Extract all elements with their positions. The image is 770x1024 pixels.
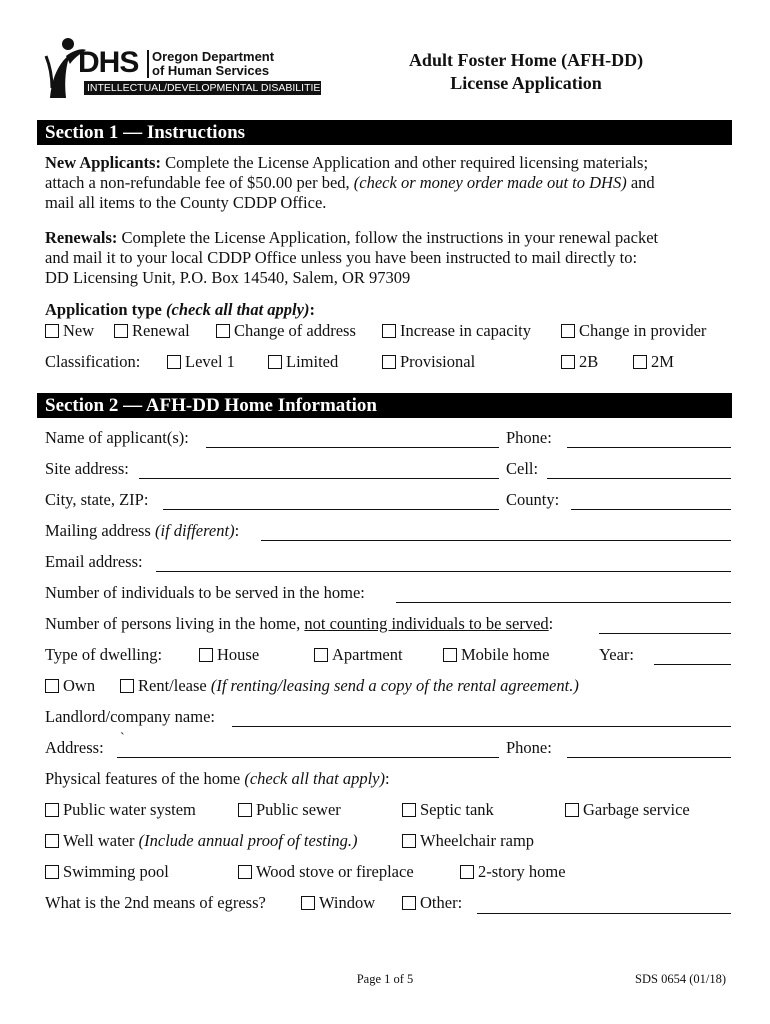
class-2b[interactable]: 2B bbox=[561, 352, 598, 372]
checkbox[interactable] bbox=[216, 324, 230, 338]
checkbox[interactable] bbox=[45, 324, 59, 338]
dwelling-mobile-home[interactable]: Mobile home bbox=[443, 645, 549, 665]
num-persons-field[interactable] bbox=[599, 633, 731, 634]
checkbox[interactable] bbox=[402, 834, 416, 848]
checkbox[interactable] bbox=[565, 803, 579, 817]
checkbox[interactable] bbox=[402, 803, 416, 817]
name-field[interactable] bbox=[206, 447, 499, 448]
feature-2story-home[interactable]: 2-story home bbox=[460, 862, 566, 882]
own-option[interactable]: Own bbox=[45, 676, 95, 696]
landlord-address-label: Address: bbox=[45, 738, 104, 757]
form-number: SDS 0654 (01/18) bbox=[635, 972, 726, 986]
checkbox[interactable] bbox=[382, 324, 396, 338]
checkbox[interactable] bbox=[45, 803, 59, 817]
app-type-increase-capacity[interactable]: Increase in capacity bbox=[382, 321, 531, 341]
site-address-field[interactable] bbox=[139, 478, 499, 479]
feature-garbage-service[interactable]: Garbage service bbox=[565, 800, 690, 820]
checkbox[interactable] bbox=[268, 355, 282, 369]
renewals-instructions: Renewals: Complete the License Application, follow the instructions in your renewal packet and mail it to your local CDDP Office unless you have been instructed to mail directly to: DD Licensing Unit, P.O. Box 14540, Salem, OR 97309 bbox=[45, 228, 659, 287]
section2-heading: Section 2 — AFH-DD Home Information bbox=[37, 393, 732, 418]
form-title-line1: Adult Foster Home (AFH-DD) bbox=[408, 50, 644, 70]
checkbox[interactable] bbox=[45, 679, 59, 693]
app-type-new[interactable]: New bbox=[45, 321, 94, 341]
mailing-address-label: Mailing address (if different): bbox=[45, 521, 240, 540]
cell-label: Cell: bbox=[506, 459, 539, 478]
application-type-label: Application type (check all that apply): bbox=[45, 300, 315, 319]
egress-label: What is the 2nd means of egress? bbox=[45, 893, 266, 912]
checkbox[interactable] bbox=[561, 324, 575, 338]
phone-field[interactable] bbox=[567, 447, 731, 448]
app-type-renewal[interactable]: Renewal bbox=[114, 321, 190, 341]
checkbox[interactable] bbox=[561, 355, 575, 369]
checkbox[interactable] bbox=[443, 648, 457, 662]
cell-field[interactable] bbox=[547, 478, 731, 479]
phone-label: Phone: bbox=[506, 428, 552, 447]
year-label: Year: bbox=[599, 645, 634, 664]
checkbox[interactable] bbox=[238, 865, 252, 879]
feature-swimming-pool[interactable]: Swimming pool bbox=[45, 862, 169, 882]
logo-org-line1: Oregon Department bbox=[152, 49, 275, 64]
checkbox[interactable] bbox=[114, 324, 128, 338]
app-type-change-provider[interactable]: Change in provider bbox=[561, 321, 706, 341]
checkbox[interactable] bbox=[633, 355, 647, 369]
num-served-label: Number of individuals to be served in the home: bbox=[45, 583, 365, 602]
logo-division: INTELLECTUAL/DEVELOPMENTAL DISABILITIES bbox=[84, 81, 321, 95]
county-label: County: bbox=[506, 490, 560, 509]
landlord-phone-field[interactable] bbox=[567, 757, 731, 758]
email-field[interactable] bbox=[156, 571, 731, 572]
landlord-phone-label: Phone: bbox=[506, 738, 552, 757]
new-applicants-instructions: New Applicants: Complete the License Application and other required licensing materials; attach a non-refundable fee of $50.00 per bed, (check or money order made out to DHS) and mail all items to the County CDDP Office. bbox=[45, 153, 655, 212]
egress-window[interactable]: Window bbox=[301, 893, 375, 913]
landlord-field[interactable] bbox=[232, 726, 731, 727]
logo-org-line2: of Human Services bbox=[152, 63, 270, 78]
feature-wheelchair-ramp[interactable]: Wheelchair ramp bbox=[402, 831, 534, 851]
year-field[interactable] bbox=[654, 664, 731, 665]
city-label: City, state, ZIP: bbox=[45, 490, 149, 509]
class-2m[interactable]: 2M bbox=[633, 352, 674, 372]
feature-septic-tank[interactable]: Septic tank bbox=[402, 800, 494, 820]
app-type-change-address[interactable]: Change of address bbox=[216, 321, 356, 341]
site-address-label: Site address: bbox=[45, 459, 129, 478]
checkbox[interactable] bbox=[167, 355, 181, 369]
checkbox[interactable] bbox=[460, 865, 474, 879]
physical-features-label: Physical features of the home (check all that apply): bbox=[45, 769, 390, 788]
new-applicants-label: New Applicants: bbox=[45, 153, 161, 172]
num-served-field[interactable] bbox=[396, 602, 731, 603]
address-tick-mark: ` bbox=[120, 731, 125, 746]
city-field[interactable] bbox=[163, 509, 499, 510]
egress-other-field[interactable] bbox=[477, 913, 731, 914]
renewals-label: Renewals: bbox=[45, 228, 118, 247]
checkbox[interactable] bbox=[382, 355, 396, 369]
email-label: Email address: bbox=[45, 552, 143, 571]
rent-lease-option[interactable]: Rent/lease (If renting/leasing send a copy of the rental agreement.) bbox=[120, 676, 579, 696]
logo-abbr: DHS bbox=[78, 46, 139, 79]
logo-divider bbox=[147, 50, 149, 78]
num-persons-label: Number of persons living in the home, not counting individuals to be served: bbox=[45, 614, 554, 633]
dwelling-apartment[interactable]: Apartment bbox=[314, 645, 403, 665]
feature-well-water[interactable]: Well water (Include annual proof of testing.) bbox=[45, 831, 358, 851]
checkbox[interactable] bbox=[45, 834, 59, 848]
landlord-address-field[interactable] bbox=[117, 757, 499, 758]
feature-wood-stove[interactable]: Wood stove or fireplace bbox=[238, 862, 414, 882]
section1-heading: Section 1 — Instructions bbox=[37, 120, 732, 145]
county-field[interactable] bbox=[571, 509, 731, 510]
class-limited[interactable]: Limited bbox=[268, 352, 338, 372]
form-title-line2: License Application bbox=[450, 73, 602, 93]
dhs-logo bbox=[44, 36, 328, 102]
dwelling-house[interactable]: House bbox=[199, 645, 259, 665]
checkbox[interactable] bbox=[45, 865, 59, 879]
name-label: Name of applicant(s): bbox=[45, 428, 189, 447]
page-number: Page 1 of 5 bbox=[356, 972, 414, 986]
feature-public-water[interactable]: Public water system bbox=[45, 800, 196, 820]
checkbox[interactable] bbox=[199, 648, 213, 662]
classification-label: Classification: bbox=[45, 352, 141, 371]
class-level1[interactable]: Level 1 bbox=[167, 352, 235, 372]
checkbox[interactable] bbox=[314, 648, 328, 662]
feature-public-sewer[interactable]: Public sewer bbox=[238, 800, 341, 820]
dwelling-label: Type of dwelling: bbox=[45, 645, 163, 664]
mailing-address-field[interactable] bbox=[261, 540, 731, 541]
checkbox[interactable] bbox=[238, 803, 252, 817]
checkbox[interactable] bbox=[120, 679, 134, 693]
class-provisional[interactable]: Provisional bbox=[382, 352, 475, 372]
landlord-label: Landlord/company name: bbox=[45, 707, 215, 726]
checkbox[interactable] bbox=[301, 896, 315, 910]
egress-other[interactable]: Other: bbox=[402, 893, 462, 913]
checkbox[interactable] bbox=[402, 896, 416, 910]
